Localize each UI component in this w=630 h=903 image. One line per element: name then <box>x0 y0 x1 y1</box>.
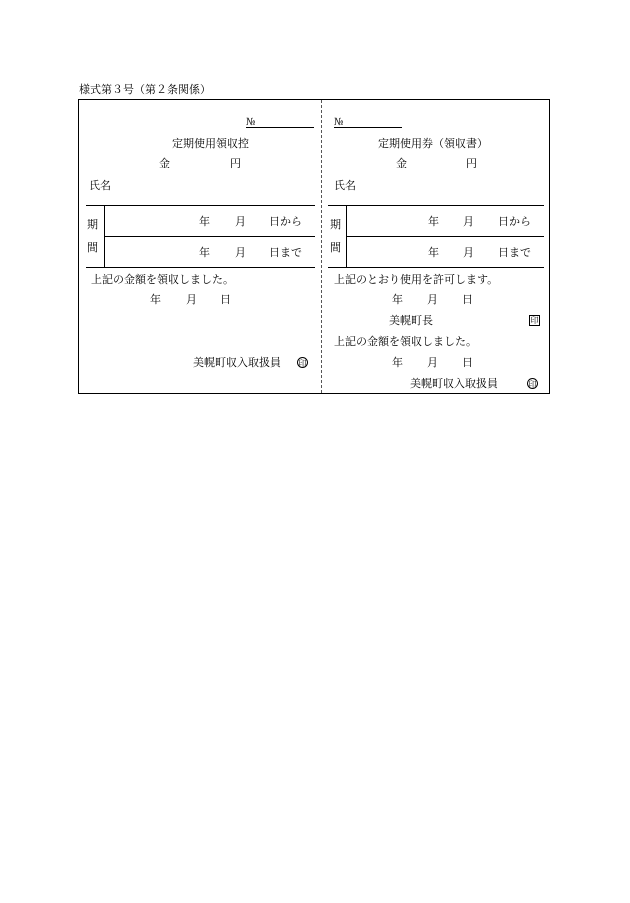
left-from-month: 月 <box>235 215 246 228</box>
right-permit-day: 日 <box>462 293 473 306</box>
right-amount-label: 金 <box>396 157 407 170</box>
left-period-divider <box>104 205 105 267</box>
left-period-top-line <box>86 205 315 206</box>
left-from-day: 日から <box>269 215 302 228</box>
right-period-bottom-line <box>328 267 544 268</box>
right-date-day: 日 <box>462 356 473 369</box>
right-collector: 美幌町収入取扱員 <box>410 377 498 390</box>
left-period-bottom-line <box>86 267 315 268</box>
right-no-underline <box>334 127 402 128</box>
right-from-month: 月 <box>463 215 474 228</box>
right-period-mid-line <box>346 236 544 237</box>
left-collector: 美幌町収入取扱員 <box>193 356 281 369</box>
left-period-label-2: 間 <box>87 241 98 254</box>
left-no-underline <box>246 127 314 128</box>
right-no-label: № <box>334 117 344 128</box>
left-date-day: 日 <box>220 293 231 306</box>
right-period-divider <box>346 205 347 267</box>
right-date-year: 年 <box>392 356 403 369</box>
right-to-year: 年 <box>428 246 439 259</box>
left-no-label: № <box>246 117 256 128</box>
right-period-top-line <box>328 205 544 206</box>
left-to-year: 年 <box>199 246 210 259</box>
right-permit-text: 上記のとおり使用を許可します。 <box>334 273 499 286</box>
right-seal-mark: 印 <box>528 380 537 389</box>
right-amount-yen: 円 <box>466 157 477 170</box>
right-from-day: 日から <box>498 215 531 228</box>
right-to-day: 日まで <box>498 246 531 259</box>
right-mayor: 美幌町長 <box>389 314 433 327</box>
right-name-label: 氏名 <box>334 179 356 192</box>
left-amount-yen: 円 <box>230 157 241 170</box>
left-date-year: 年 <box>150 293 161 306</box>
right-from-year: 年 <box>428 215 439 228</box>
right-permit-month: 月 <box>427 293 438 306</box>
right-date-month: 月 <box>427 356 438 369</box>
left-from-year: 年 <box>199 215 210 228</box>
left-name-label: 氏名 <box>89 179 111 192</box>
right-period-label-1: 期 <box>330 218 341 231</box>
form-number-title: 様式第３号（第２条関係） <box>79 83 211 96</box>
left-received-text: 上記の金額を領収しました。 <box>91 273 234 286</box>
left-date-month: 月 <box>186 293 197 306</box>
right-received-text: 上記の金額を領収しました。 <box>334 335 477 348</box>
right-mayor-seal-mark: 印 <box>530 316 539 325</box>
left-seal-mark: 印 <box>298 359 307 368</box>
right-period-label-2: 間 <box>330 241 341 254</box>
right-permit-year: 年 <box>392 293 403 306</box>
right-to-month: 月 <box>463 246 474 259</box>
left-title: 定期使用領収控 <box>172 137 249 150</box>
left-to-month: 月 <box>235 246 246 259</box>
left-period-label-1: 期 <box>87 218 98 231</box>
left-period-mid-line <box>104 236 315 237</box>
left-amount-label: 金 <box>159 157 170 170</box>
right-title: 定期使用券（領収書） <box>378 137 488 150</box>
left-to-day: 日まで <box>269 246 302 259</box>
cut-line <box>321 100 322 393</box>
